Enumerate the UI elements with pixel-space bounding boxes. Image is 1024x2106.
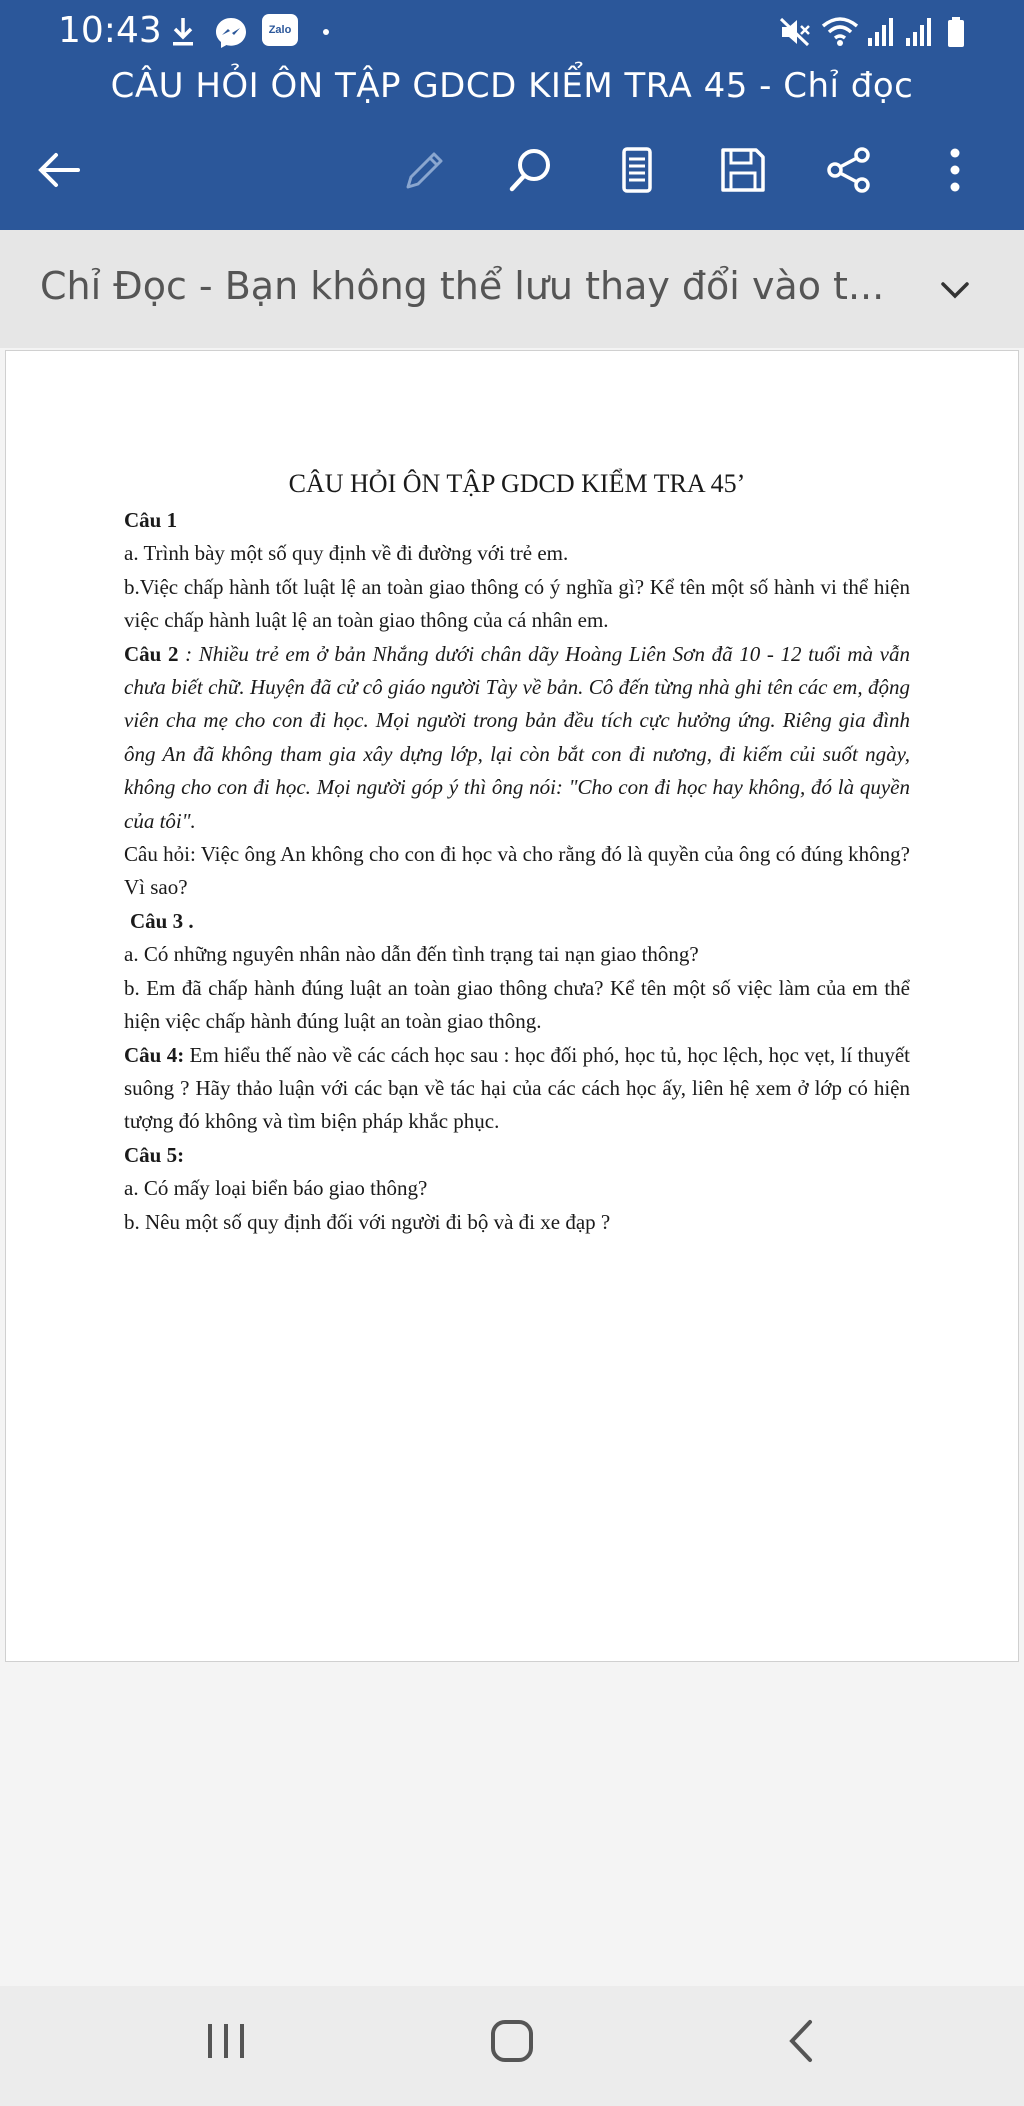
document-heading: CÂU HỎI ÔN TẬP GDCD KIỂM TRA 45’ [288, 469, 746, 498]
question-3-label: Câu 3 . [130, 908, 194, 933]
document-body [124, 466, 910, 1239]
question-1-part-b: b.Việc chấp hành tốt luật lệ an toàn giao thông có ý nghĩa gì? Kể tên một số hành vi thể hiện việc chấp hành luật lệ an toàn giao thông của cá nhân em. [124, 574, 910, 633]
save-icon[interactable] [718, 145, 768, 195]
question-5-part-a: a. Có mấy loại biển báo giao thông? [124, 1176, 428, 1201]
wifi-icon [820, 16, 860, 48]
mobile-view-icon[interactable] [612, 145, 662, 195]
dot-icon [322, 28, 330, 36]
read-only-banner[interactable] [0, 230, 1024, 348]
question-2-story: : Nhiều trẻ em ở bản Nhắng dưới chân dãy Hoàng Liên Sơn đã 10 - 12 tuổi mà vẫn chưa biết chữ. Huyện đã cử cô giáo người Tày về bản. Cô đến từng nhà ghi tên các em, động viên cha mẹ cho con đi học. Mọi người trong bản đều tích cực hưởng ứng. Riêng gia đình ông An đã không tham gia xây dựng lớp, lại còn bắt con đi nương, đi kiếm củi suốt ngày, không cho con đi học. Mọi người góp ý thì ông nói: "Cho con đi học hay không, đó là quyền của tôi". [124, 641, 910, 833]
search-icon[interactable] [506, 145, 556, 195]
app-bar [0, 0, 1024, 230]
question-1-label: Câu 1 [124, 508, 178, 532]
document-page [5, 350, 1019, 1662]
signal-icon [866, 16, 896, 48]
chevron-down-icon[interactable] [935, 270, 975, 310]
question-4 [124, 1039, 910, 1139]
download-icon [170, 16, 196, 48]
status-time: 10:43 [58, 10, 162, 51]
question-5-part-b: b. Nêu một số quy định đối với người đi bộ và đi xe đạp ? [124, 1209, 611, 1234]
question-3-part-a: a. Có những nguyên nhân nào dẫn đến tình trạng tai nạn giao thông? [124, 942, 699, 967]
question-5-label: Câu 5: [124, 1142, 185, 1167]
edit-pen-icon[interactable] [400, 145, 450, 195]
battery-icon [946, 16, 966, 48]
question-1-part-a: a. Trình bày một số quy định về đi đường với trẻ em. [124, 541, 569, 566]
signal-icon [904, 16, 934, 48]
recent-apps-icon[interactable] [204, 2016, 248, 2066]
question-3-part-b: b. Em đã chấp hành đúng luật an toàn giao thông chưa? Kể tên một số việc làm của em thể hiện việc chấp hành đúng luật an toàn giao thông. [124, 975, 910, 1034]
question-2-label: Câu 2 [124, 641, 179, 666]
mute-icon [778, 16, 812, 48]
status-bar [0, 0, 1024, 62]
share-icon[interactable] [824, 145, 874, 195]
question-2-question: Câu hỏi: Việc ông An không cho con đi học và cho rằng đó là quyền của ông có đúng không? Vì sao? [124, 842, 910, 900]
question-4-label: Câu 4: [124, 1042, 185, 1067]
question-4-text: Em hiểu thế nào về các cách học sau : học đối phó, học tủ, học lệch, học vẹt, lí thuyết suông ? Hãy thảo luận với các bạn về tác hại của các cách học ấy, liên hệ xem ở lớp có hiện tượng đó không và tìm biện pháp khắc phục. [124, 1042, 911, 1134]
read-only-message: Chỉ Đọc - Bạn không thể lưu thay đổi vào t... [40, 264, 885, 308]
question-2 [124, 638, 910, 838]
home-icon[interactable] [489, 2016, 535, 2066]
more-vert-icon[interactable] [930, 145, 980, 195]
zalo-icon: Zalo [262, 14, 298, 46]
document-title: CÂU HỎI ÔN TẬP GDCD KIỂM TRA 45 - Chỉ đọc [110, 66, 914, 106]
back-arrow-icon[interactable] [34, 145, 84, 195]
system-nav-bar [0, 1986, 1024, 2106]
messenger-icon [214, 16, 248, 50]
back-icon[interactable] [780, 2016, 824, 2066]
